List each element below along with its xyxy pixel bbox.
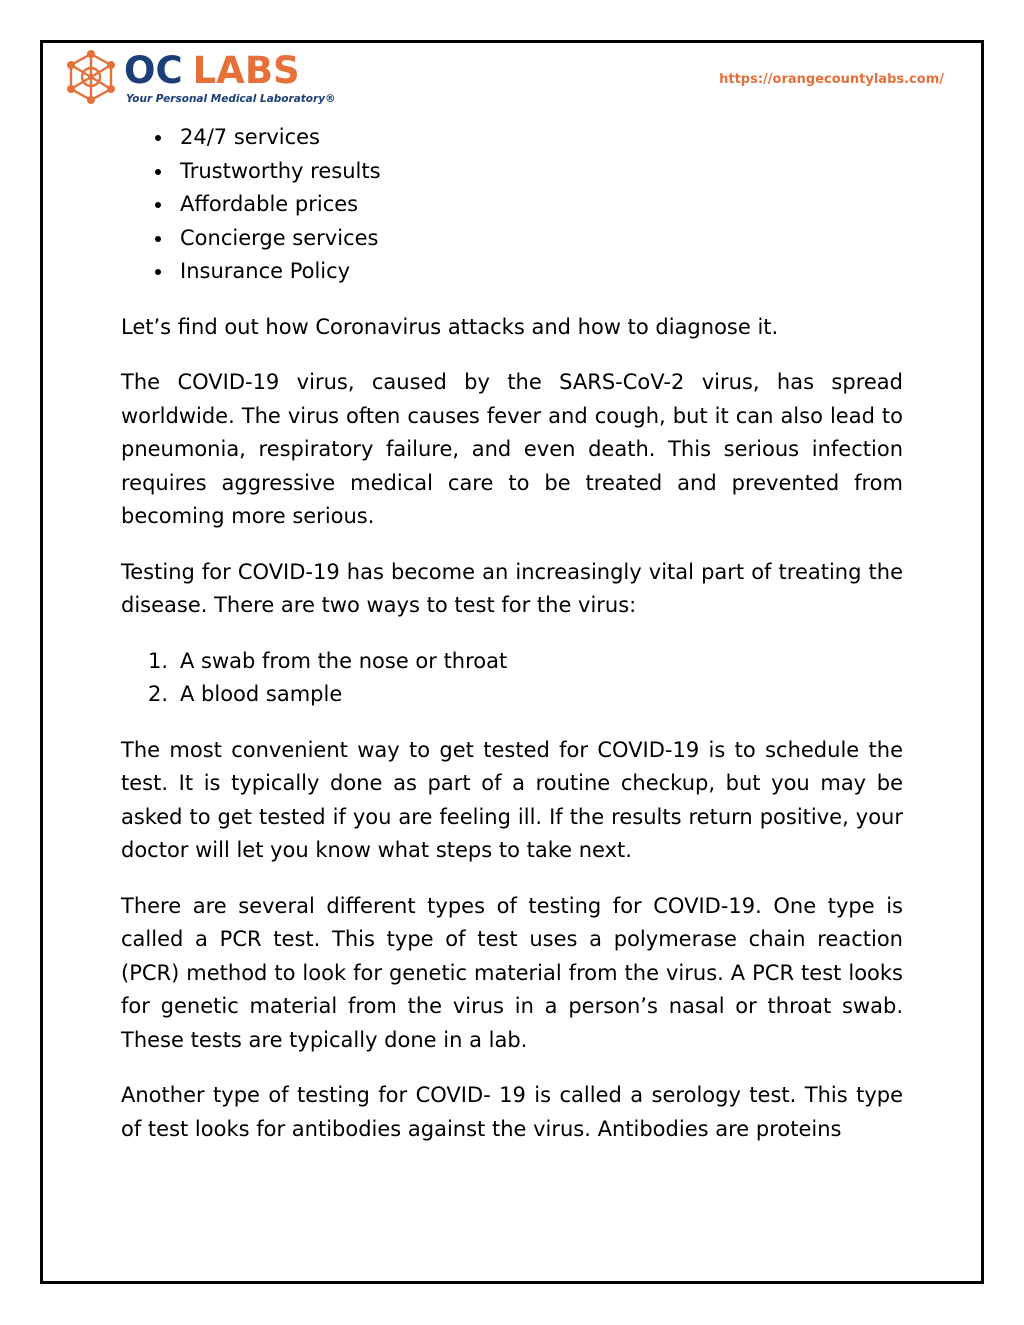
logo-wordmark [124,49,300,92]
list-item-text: 24/7 services [180,125,320,149]
list-item [121,188,903,222]
bullet-icon [155,135,161,141]
list-number: 2. [148,682,169,706]
bullet-icon [155,236,161,242]
scheduling-paragraph: The most convenient way to get tested for COVID-19 is to schedule the test. It is typically done as part of a routine checkup, but you may be asked to get tested if you are feeling ill. If the results return positive, your doctor will let you know what steps to take next. [121,737,903,862]
list-item [121,121,903,155]
bullet-icon [155,169,161,175]
logo-labs-text: LABS [192,49,300,92]
list-item [121,678,903,712]
list-item [121,155,903,189]
covid-overview-paragraph: The COVID-19 virus, caused by the SARS-CoV-2 virus, has spread worldwide. The virus often causes fever and cough, but it can also lead to pneumonia, respiratory failure, and even death. This serious infection requires aggressive medical care to be treated and prevented from becoming more serious. [121,370,903,528]
serology-test-paragraph: Another type of testing for COVID- 19 is called a serology test. This type of test looks for antibodies against the virus. Antibodies are proteins [121,1083,903,1141]
pcr-test-paragraph: There are several different types of testing for COVID-19. One type is called a PCR test. This type of test uses a polymerase chain reaction (PCR) method to look for genetic material from the virus. A PCR test looks for genetic material from the virus in a person’s nasal or throat swab. These tests are typically done in a lab. [121,893,903,1052]
list-item [121,222,903,256]
oc-labs-logo[interactable] [62,48,336,114]
list-item [121,645,903,679]
logo-oc-text: OC [124,49,183,92]
list-item-text: Concierge services [180,225,379,250]
list-item-text: A swab from the nose or throat [180,648,508,673]
site-url-link[interactable]: https://orangecountylabs.com/ [719,72,944,87]
intro-paragraph: Let’s find out how Coronavirus attacks and how to diagnose it. [121,314,779,339]
logo-tagline: Your Personal Medical Laboratory® [126,93,336,105]
list-item-text: Trustworthy results [180,158,381,183]
list-item [121,255,903,289]
services-list [121,121,903,289]
list-item-text: Insurance Policy [180,259,351,283]
testing-paragraph: Testing for COVID-19 has become an increasingly vital part of treating the disease. There are two ways to test for the virus: [121,559,903,617]
list-item-text: A blood sample [180,682,343,706]
test-methods-list [121,645,903,712]
list-number: 1. [148,648,169,673]
document-body [121,121,903,1146]
molecule-icon [62,48,120,106]
bullet-icon [155,269,161,275]
list-item-text: Affordable prices [180,192,359,216]
bullet-icon [155,202,161,208]
